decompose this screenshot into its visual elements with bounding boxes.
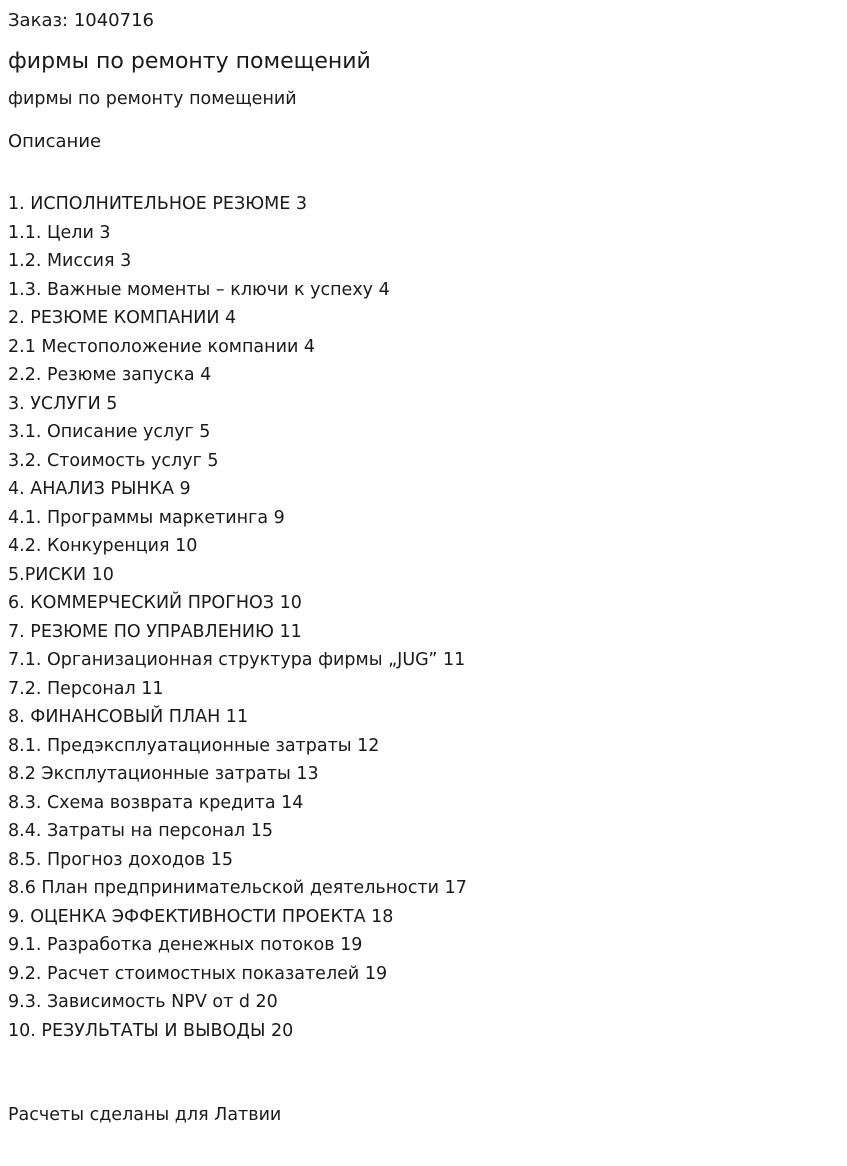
toc-item: 8.1. Предэксплуатационные затраты 12 (8, 735, 380, 756)
toc-item: 3.2. Стоимость услуг 5 (8, 450, 219, 471)
toc-item: 9.2. Расчет стоимостных показателей 19 (8, 963, 388, 984)
toc-item: 1.1. Цели 3 (8, 222, 111, 243)
description-heading: Описание (8, 131, 102, 152)
toc-item: 8.3. Схема возврата кредита 14 (8, 792, 304, 813)
toc-item: 7.2. Персонал 11 (8, 678, 164, 699)
toc-item: 8. ФИНАНСОВЫЙ ПЛАН 11 (8, 707, 249, 727)
toc-item: 9. ОЦЕНКА ЭФФЕКТИВНОСТИ ПРОЕКТА 18 (8, 906, 394, 927)
toc-item: 6. КОММЕРЧЕСКИЙ ПРОГНОЗ 10 (8, 593, 302, 613)
toc-item: 2. РЕЗЮМЕ КОМПАНИИ 4 (8, 308, 237, 328)
toc-item: 4.1. Программы маркетинга 9 (8, 507, 285, 528)
toc-item: 1.3. Важные моменты – ключи к успеху 4 (8, 279, 390, 300)
toc-item: 2.1 Местоположение компании 4 (8, 336, 316, 357)
page-title: фирмы по ремонту помещений (8, 49, 371, 74)
toc-item: 7. РЕЗЮМЕ ПО УПРАВЛЕНИЮ 11 (8, 621, 302, 642)
toc-item: 8.5. Прогноз доходов 15 (8, 849, 233, 870)
toc-item: 9.1. Разработка денежных потоков 19 (8, 935, 363, 955)
toc-item: 8.6 План предпринимательской деятельности 17 (8, 878, 467, 898)
toc-item: 2.2. Резюме запуска 4 (8, 365, 212, 385)
toc-item: 3. УСЛУГИ 5 (8, 393, 118, 414)
toc-item: 8.2 Эксплутационные затраты 13 (8, 764, 319, 784)
toc-item: 1. ИСПОЛНИТЕЛЬНОЕ РЕЗЮМЕ 3 (8, 194, 307, 214)
toc-item: 4. АНАЛИЗ РЫНКА 9 (8, 479, 191, 499)
toc-item: 4.2. Конкуренция 10 (8, 536, 198, 556)
toc-item: 10. РЕЗУЛЬТАТЫ И ВЫВОДЫ 20 (8, 1020, 294, 1041)
toc-item: 7.1. Организационная структура фирмы „JUG” 11 (8, 650, 466, 670)
country-note: Расчеты сделаны для Латвии (8, 1105, 282, 1125)
toc-item: 1.2. Миссия 3 (8, 251, 132, 271)
page-subtitle: фирмы по ремонту помещений (8, 89, 297, 109)
toc-item: 9.3. Зависимость NPV от d 20 (8, 992, 278, 1012)
order-number: Заказ: 1040716 (8, 10, 154, 31)
table-of-contents (8, 190, 528, 1045)
toc-item: 8.4. Затраты на персонал 15 (8, 821, 274, 841)
toc-item: 5.РИСКИ 10 (8, 564, 114, 585)
toc-item: 3.1. Описание услуг 5 (8, 422, 211, 442)
